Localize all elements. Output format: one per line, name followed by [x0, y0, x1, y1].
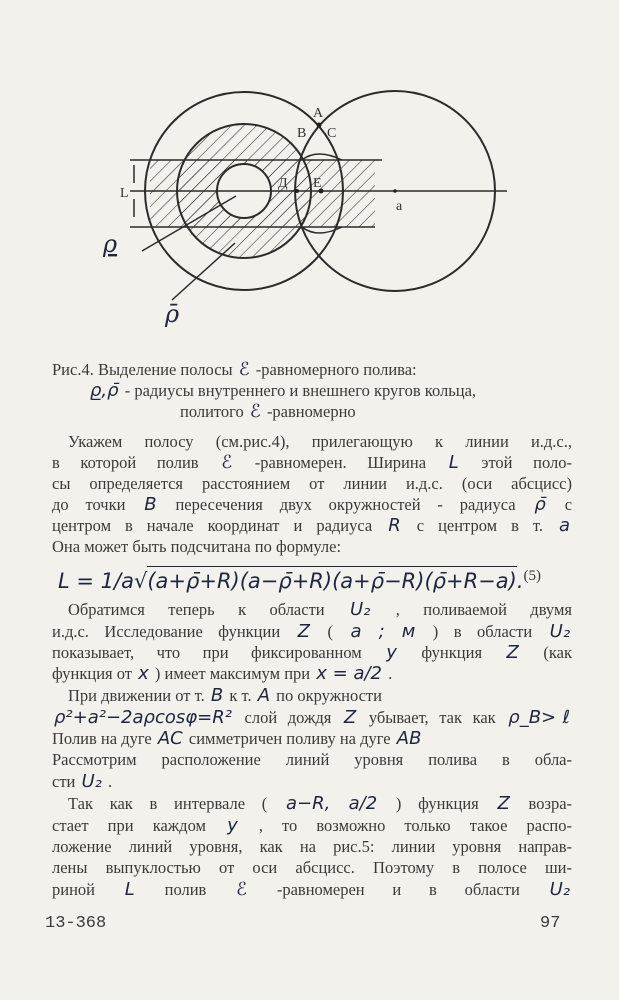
text-segment: ) имеет максимум при	[154, 664, 315, 683]
math-expression: a ; м	[350, 621, 416, 642]
text-segment: - радиусы внутреннего и внешнего кругов кольца,	[124, 381, 477, 400]
math-expression: AB	[396, 728, 422, 749]
math-expression: A	[257, 685, 271, 706]
math-expression: Z	[497, 793, 510, 814]
math-expression: R	[388, 515, 401, 536]
text-line	[88, 381, 476, 401]
text-line	[52, 858, 572, 878]
math-expression: Z	[297, 621, 310, 642]
text-segment: ) в области	[432, 622, 548, 641]
math-expression: B	[144, 494, 157, 515]
text-line	[52, 474, 572, 494]
math-expression: y	[386, 642, 397, 663]
text-segment: -равномерного полива:	[255, 360, 417, 379]
label-a: a	[396, 199, 403, 214]
text-line	[52, 880, 572, 900]
text-segment: симметричен поливу на дуге	[188, 729, 395, 748]
rho-outer-leader	[172, 243, 235, 300]
math-expression: a−R, a/2	[285, 793, 378, 814]
label-E: E	[313, 176, 322, 191]
math-expression: L	[448, 452, 459, 473]
text-segment: Так как в интервале (	[68, 794, 284, 813]
text-segment: -равномерен. Ширина	[254, 453, 447, 472]
text-line	[52, 837, 572, 857]
math-expression: U₂	[549, 621, 571, 642]
math-expression: x	[138, 663, 149, 684]
math-expression: Z	[506, 642, 519, 663]
text-segment: .	[388, 664, 393, 683]
text-line	[52, 537, 341, 557]
text-line	[52, 750, 572, 770]
point-A	[317, 123, 322, 128]
label-L: L	[120, 186, 129, 201]
math-expression: ℰ	[238, 359, 250, 380]
text-segment: показывает, что при фиксированном	[52, 643, 385, 662]
text-line	[52, 816, 572, 836]
text-line	[52, 729, 423, 749]
math-expression: ℰ	[236, 879, 248, 900]
text-segment: сы определяется расстоянием от линии и.д.с. (оси абсцисс)	[52, 474, 572, 493]
text-line	[52, 516, 572, 536]
formula-5	[58, 562, 541, 595]
text-segment: возра-	[528, 794, 573, 813]
math-expression: U₂	[81, 771, 102, 792]
text-line	[52, 622, 572, 642]
text-segment: с центром в т.	[416, 516, 543, 535]
text-segment: в которой полив	[52, 453, 220, 472]
math-expression: ρ_B>ℓ	[508, 707, 571, 728]
radical-sign: √	[133, 569, 148, 593]
text-segment: по окружности	[276, 686, 382, 705]
math-expression: ρ̲,ρ̄	[90, 380, 119, 401]
math-expression: Z	[343, 707, 357, 728]
math-expression: AC	[157, 728, 183, 749]
page-number: 97	[540, 914, 561, 933]
text-segment: (	[327, 622, 349, 641]
label-C: C	[327, 126, 337, 141]
text-segment: к т.	[229, 686, 256, 705]
text-segment: Обратимся теперь к области	[68, 600, 348, 619]
label-B: B	[297, 126, 307, 141]
math-expression: a	[558, 515, 571, 536]
text-segment: стает при каждом	[52, 816, 226, 835]
text-line	[180, 402, 356, 422]
text-segment: -равномерно	[266, 402, 356, 421]
math-expression: x = a/2	[316, 663, 383, 684]
text-segment: , поливаемой двумя	[395, 600, 572, 619]
formula-radicand: (a+ρ̄+R)(a−ρ̄+R)(a+ρ̄−R)(ρ̄+R−a)	[147, 566, 516, 593]
text-segment: функция	[421, 643, 505, 662]
text-segment: пересечения двух окружностей - радиуса	[175, 495, 533, 514]
math-expression: y	[227, 815, 238, 836]
math-expression: U₂	[350, 599, 371, 620]
text-line	[52, 664, 392, 684]
text-line	[68, 432, 572, 452]
text-segment: Укажем полосу (см.рис.4), прилегающую к линии и.д.с.,	[68, 432, 572, 451]
text-line	[52, 495, 572, 515]
point-D	[295, 189, 299, 193]
point-a	[393, 189, 397, 193]
text-segment: , то возможно только такое распо-	[258, 816, 572, 835]
text-segment: ложение линий уровня, как на рис.5: линии уровня направ-	[52, 837, 572, 856]
text-segment: лены выпуклостью от оси абсцисс. Поэтому в полосе ши-	[52, 858, 572, 877]
text-segment: (как	[543, 643, 572, 662]
text-line	[68, 600, 572, 620]
text-line	[68, 794, 572, 814]
math-expression: B	[210, 685, 224, 706]
text-segment: полив	[164, 880, 235, 899]
math-expression: U₂	[549, 879, 570, 900]
text-segment: до точки	[52, 495, 143, 514]
text-segment: Полив на дуге	[52, 729, 156, 748]
text-segment: центром в начале координат и радиуса	[52, 516, 387, 535]
text-segment: Рис.4. Выделение полосы	[52, 360, 237, 379]
text-segment: Рассмотрим расположение линий уровня полива в обла-	[52, 750, 572, 769]
math-expression: ℰ	[249, 401, 261, 422]
text-segment: Она может быть подсчитана по формуле:	[52, 537, 342, 556]
text-segment: сти	[52, 772, 80, 791]
text-line	[52, 708, 572, 728]
formula-end: .	[516, 569, 524, 593]
label-rho-outer: ρ̄	[165, 300, 180, 328]
label-D: Д	[278, 176, 288, 191]
label-rho-inner: ρ	[103, 230, 118, 258]
math-expression: ℰ	[221, 452, 233, 473]
math-expression: ρ²+a²−2aρcosφ=R²	[54, 707, 232, 728]
text-segment: с	[564, 495, 573, 514]
text-segment: убывает, так как	[368, 708, 507, 727]
text-line	[52, 772, 112, 792]
text-line	[52, 453, 572, 473]
math-expression: L	[124, 879, 135, 900]
text-segment: При движении от т.	[68, 686, 209, 705]
formula-lhs: L =	[58, 569, 101, 593]
text-segment: .	[108, 772, 113, 791]
text-segment: ) функция	[395, 794, 496, 813]
text-segment: -равномерен и в области	[276, 880, 548, 899]
text-segment: функция от	[52, 664, 137, 683]
text-segment: и.д.с. Исследование функции	[52, 622, 296, 641]
text-segment: политого	[180, 402, 248, 421]
formula-number: (5)	[523, 568, 542, 584]
math-expression: ρ̄	[534, 494, 546, 515]
text-line	[68, 686, 382, 706]
formula-coefficient: 1/a	[100, 569, 134, 593]
figure-4-diagram	[0, 0, 619, 350]
text-segment: слой дождя	[244, 708, 342, 727]
label-A: A	[313, 106, 324, 121]
text-segment: риной	[52, 880, 123, 899]
footer-signature: 13-368	[45, 914, 107, 933]
text-line	[52, 360, 417, 380]
text-line	[52, 643, 572, 663]
text-segment: этой поло-	[481, 453, 572, 472]
